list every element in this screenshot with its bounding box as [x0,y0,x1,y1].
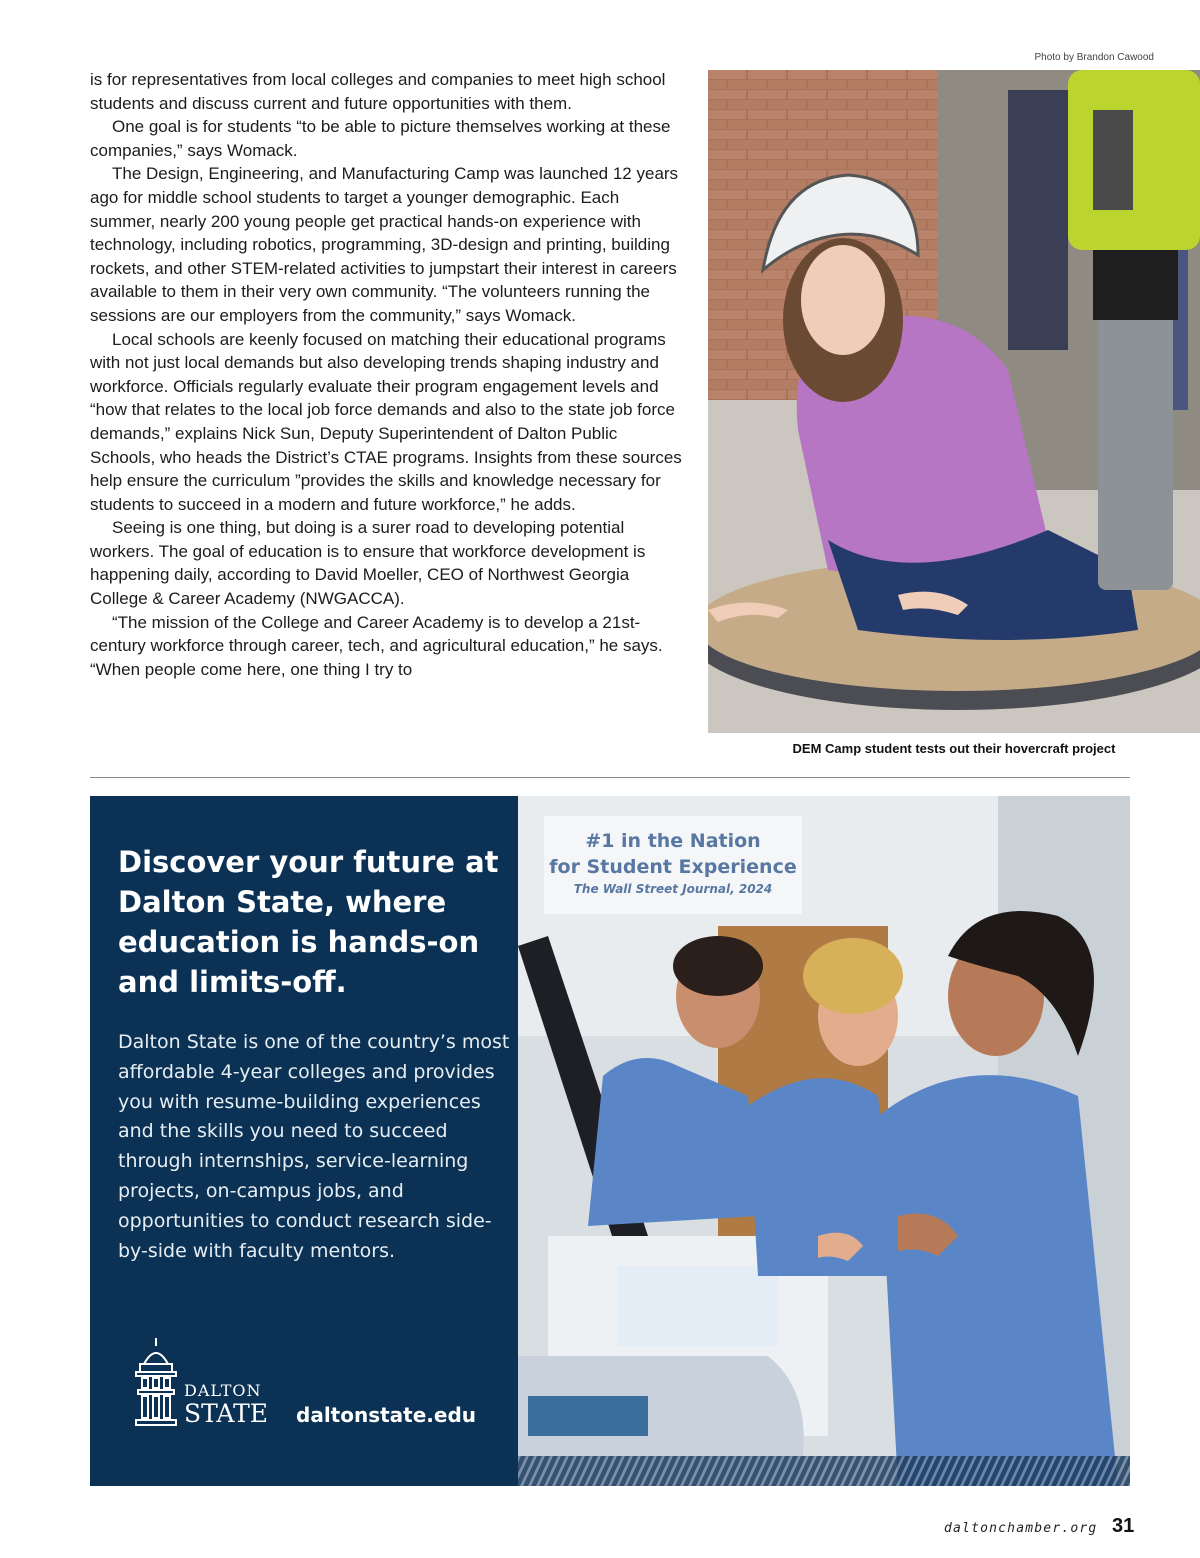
hovercraft-photo [708,70,1200,733]
award-badge [544,816,802,914]
ad-body: Dalton State is one of the country’s most affordable 4-year colleges and provides you with resume-building experiences and the skills you need to succeed through internships, service-learning projects, on-campus jobs, and opportunities to conduct research side-by-side with faculty mentors. [118,1031,510,1262]
article-paragraph: One goal is for students “to be able to picture themselves working at these companies,” says Womack. [90,117,671,160]
ad-headline: Discover your future at Dalton State, where education is hands-on and limits-off. [118,845,499,999]
divider [90,777,1130,778]
photo-credit: Photo by Brandon Cawood [1034,52,1154,63]
ad-url[interactable]: daltonstate.edu [296,1403,477,1427]
dalton-state-logo [132,1336,272,1428]
article-paragraph: “The mission of the College and Career Academy is to develop a 21st-century workforce through career, tech, and agricultural education,” he says. “When people come here, one thing I try to [90,612,663,679]
ad-text-panel [90,796,518,1486]
logo-line-1: DALTON [184,1381,262,1400]
footer-site[interactable]: daltonchamber.org [944,1521,1098,1536]
article-paragraph: is for representatives from local colleges and companies to meet high school students and discuss current and future opportunities with them. [90,70,666,113]
article-body [90,68,682,681]
article-paragraph: Local schools are keenly focused on matching their educational programs with not just local demands but also developing trends shaping industry and workforce. Officials regularly evaluate their program engagement levels and “how that relates to the local job force demands and also to the state job force demands,” explains Nick Sun, Deputy Superintendent of Dalton Public Schools, who heads the District’s CTAE programs. Insights from these sources help ensure the curriculum ”provides the skills and knowledge necessary for students to succeed in a modern and future workforce,” he adds. [90,329,682,514]
page-number: 31 [1112,1515,1135,1537]
article-paragraph: The Design, Engineering, and Manufacturing Camp was launched 12 years ago for middle school students to target a younger demographic. Each summer, nearly 200 young people get practical hands-on experience with technology, including robotics, programming, 3D-design and printing, building rockets, and other STEM-related activities to jumpstart their interest in careers available to them in their very own community. “The volunteers running the sessions are our employers from the community,” says Womack. [90,164,679,325]
dalton-state-ad[interactable] [90,796,1130,1486]
article-paragraph: Seeing is one thing, but doing is a surer road to developing potential workers. The goal of education is to ensure that workforce development is happening daily, according to David Moeller, CEO of Northwest Georgia College & Career Academy (NWGACCA). [90,518,646,609]
logo-line-2: STATE [184,1399,269,1428]
photo-caption: DEM Camp student tests out their hovercraft project [792,741,1116,756]
award-line-1: #1 in the Nation [585,830,761,852]
award-source: The Wall Street Journal, 2024 [573,882,773,896]
award-line-2: for Student Experience [549,856,797,878]
ad-hatch-stripe [518,1456,1130,1486]
